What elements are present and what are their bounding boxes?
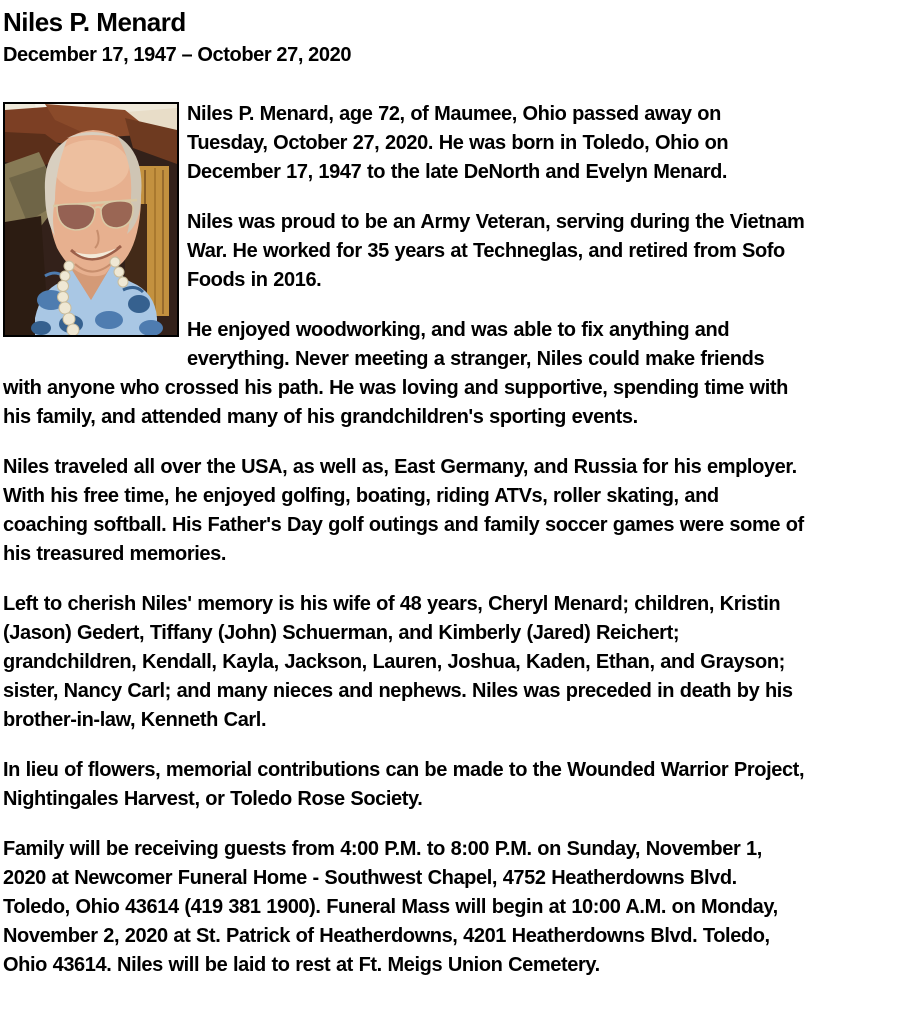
page-title: Niles P. Menard bbox=[3, 7, 186, 37]
obituary-paragraph: In lieu of flowers, memorial contributions can be made to the Wounded Warrior Project, Nightingales Harvest, or Toledo Rose Society. bbox=[3, 759, 805, 810]
obituary-body bbox=[3, 100, 805, 980]
life-dates: December 17, 1947 – October 27, 2020 bbox=[3, 44, 352, 66]
portrait-photo bbox=[3, 102, 179, 337]
obituary-paragraph: Niles traveled all over the USA, as well as, East Germany, and Russia for his employer. With his free time, he enjoyed golfing, boating, riding ATVs, roller skating, and coaching softball. His Father's Day golf outings and family soccer games were some of his treasured memories. bbox=[3, 456, 804, 565]
obituary-paragraph: Niles was proud to be an Army Veteran, serving during the Vietnam War. He worked for 35 years at Techneglas, and retired from Sofo Foods in 2016. bbox=[187, 211, 805, 291]
obituary-paragraph: He enjoyed woodworking, and was able to fix anything and everything. Never meeting a stranger, Niles could make friends with anyone who crossed his path. He was loving and supportive, spending time with his family, and attended many of his grandchildren's sporting events. bbox=[3, 319, 788, 428]
obituary-paragraph: Family will be receiving guests from 4:00 P.M. to 8:00 P.M. on Sunday, November 1, 2020 at Newcomer Funeral Home - Southwest Chapel, 4752 Heatherdowns Blvd. Toledo, Ohio 43614 (419 381 1900). Funeral Mass will begin at 10:00 A.M. on Monday, November 2, 2020 at St. Patrick of Heatherdowns, 4201 Heatherdowns Blvd. Toledo, Ohio 43614. Niles will be laid to rest at Ft. Meigs Union Cemetery. bbox=[3, 838, 778, 976]
obituary-paragraph: Left to cherish Niles' memory is his wife of 48 years, Cheryl Menard; children, Kristin (Jason) Gedert, Tiffany (John) Schuerman, and Kimberly (Jared) Reichert; grandchildren, Kendall, Kayla, Jackson, Lauren, Joshua, Kaden, Ethan, and Grayson; sister, Nancy Carl; and many nieces and nephews. Niles was preceded in death by his brother-in-law, Kenneth Carl. bbox=[3, 593, 793, 731]
portrait-photo-illustration bbox=[5, 104, 177, 335]
obituary-paragraph: Niles P. Menard, age 72, of Maumee, Ohio passed away on Tuesday, October 27, 2020. He was born in Toledo, Ohio on December 17, 1947 to the late DeNorth and Evelyn Menard. bbox=[187, 103, 729, 183]
